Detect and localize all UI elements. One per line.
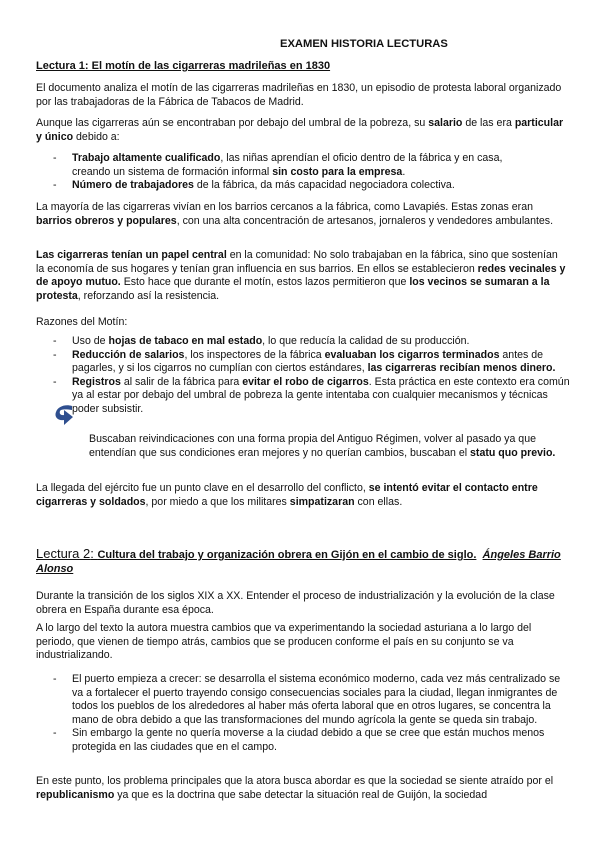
lectura1-paragraph-1: El documento analiza el motín de las cigarreras madrileñas en 1830, un episodio de protesta laboral organizado por las trabajadoras de la Fábrica de Tabacos de Madrid. [36,82,562,108]
curved-arrow-icon [36,400,76,428]
razones-list [36,335,572,417]
salary-reasons-list [36,152,538,193]
lectura2-paragraph-2: A lo largo del texto la autora muestra cambios que va experimentando la sociedad asturiana a lo largo del periodo, que vienen de tiempo atrás, cambios que se producen conforme el país en su conjunto se va industrializando. [36,622,532,662]
lectura2-list [36,673,572,755]
list-item: - Reducción de salarios, los inspectores de la fábrica evaluaban los cigarros terminados antes de pagarles, y si los cigarros no cumplían con ciertos estándares, las cigarreras recibían menos dinero. [36,349,572,376]
lectura1-paragraph-2: Aunque las cigarreras aún se encontraban por debajo del umbral de la pobreza, su salario de las era particular y único debido a: [36,117,564,143]
lectura1-paragraph-5: La llegada del ejército fue un punto clave en el desarrollo del conflicto, se intentó evitar el contacto entre cigarreras y soldados, por miedo a que los militares simpatizaran con ellas. [36,482,538,508]
arrow-note: Buscaban reivindicaciones con una forma propia del Antiguo Régimen, volver al pasado ya que entendían que sus condiciones eran mejores y no querían cambios, buscaban el statu quo previo. [89,433,556,459]
lectura1-paragraph-4: Las cigarreras tenían un papel central en la comunidad: No solo trabajaban en la fábrica, sino que sostenían la economía de sus hogares y tenían gran influencia en sus barrios. En ellos se establecieron redes vecinales y de apoyo mutuo. Esto hace que durante el motín, estos lazos permitieron que los vecinos se sumaran a la protesta, reforzando así la resistencia. [36,249,566,302]
list-item: - Uso de hojas de tabaco en mal estado, lo que reducía la calidad de su producción. [36,335,572,349]
list-item: - Registros al salir de la fábrica para evitar el robo de cigarros. Esta práctica en este contexto era común ya al estar por debajo del umbral de pobreza la gente intentaba con cualquier mecanismos y técnicas poder subsistir. [36,376,572,417]
razones-label: Razones del Motín: [36,316,128,328]
lectura1-paragraph-3: La mayoría de las cigarreras vivían en los barrios cercanos a la fábrica, como Lavapiés. Estas zonas eran barrios obreros y populares, con una alta concentración de artesanos, jornaleros y vendedores ambulantes. [36,201,554,227]
document-title: EXAMEN HISTORIA LECTURAS [280,38,448,50]
list-item: - Trabajo altamente cualificado, las niñas aprendían el oficio dentro de la fábrica y en casa, creando un sistema de formación informal sin costo para la empresa. [36,152,538,179]
lectura2-heading: Lectura 2: Cultura del trabajo y organización obrera en Gijón en el cambio de siglo. Ángeles Barrio Alonso [36,546,561,575]
list-item: - El puerto empieza a crecer: se desarrolla el sistema económico moderno, cada vez más centralizado se va a fortalecer el puerto trayendo consigo consecuencias sociales para la ciudad, llegan inmigrantes de todos los pueblos de los alrededores al haber más oferta laboral que en otros lugares, se concentra la mano de obra debido a que las transformaciones del mundo agrícola la gente se queda sin trabajo. [36,673,572,727]
lectura2-paragraph-3: En este punto, los problema principales que la atora busca abordar es que la sociedad se siente atraído por el republicanismo ya que es la doctrina que sabe detectar la situación real de Guijón, la sociedad [36,775,554,801]
list-item: - Sin embargo la gente no quería moverse a la ciudad debido a que se cree que están muchos menos protegida en las ciudades que en el campo. [36,727,572,754]
lectura2-paragraph-1: Durante la transición de los siglos XIX a XX. Entender el proceso de industrialización y la evolución de la clase obrera en España durante esa época. [36,590,555,616]
list-item: - Número de trabajadores de la fábrica, da más capacidad negociadora colectiva. [36,179,538,193]
lectura1-heading: Lectura 1: El motín de las cigarreras madrileñas en 1830 [36,60,331,72]
